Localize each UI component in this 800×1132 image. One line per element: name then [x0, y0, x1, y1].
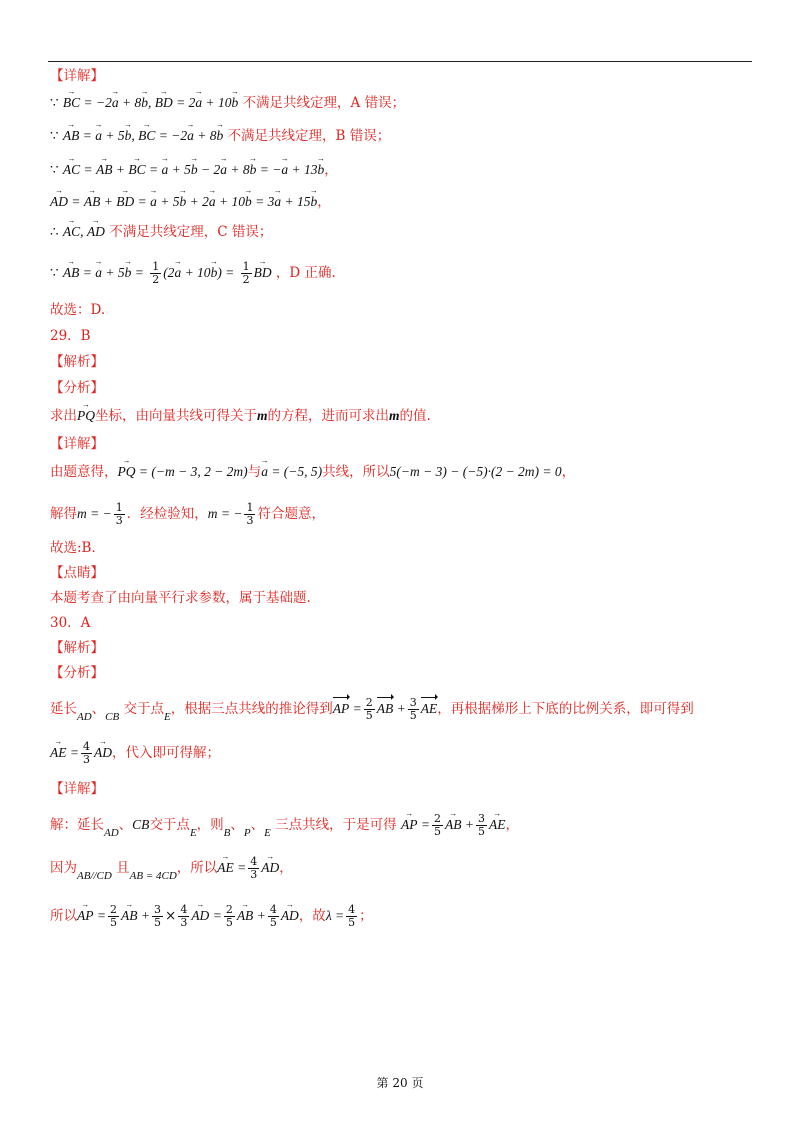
- q30-number: 30．A: [50, 615, 91, 631]
- q29-number: 29．B: [50, 328, 91, 344]
- q30-detail-line-2: 因为$_{AB//CD}$ 且$_{AB = 4CD}$，所以→ AE = $\frac{4}{3}$ → AD，: [50, 856, 293, 881]
- q29-detail-line-2: 解得m = − $\frac{1}{3}$ ．经检验知，m = − $\frac{1}{3}$ 符合题意，: [50, 501, 325, 527]
- q30-detail-line-3: 所以→ AP = $\frac{2}{5}$ → AB + $\frac{3}{5}$ × $\frac{4}{3}$ → AD = $\frac{2}{5}$ → AB + $\frac{4}{5}$ → AD，故λ = $\frac{4}{5}$ ；: [50, 904, 373, 929]
- page-number: 第 20 页: [376, 1076, 424, 1090]
- q30-fenxi-heading: 【分析】: [50, 665, 104, 681]
- q30-detail-heading: 【详解】: [50, 781, 104, 797]
- q29-dianjing-text: 本题考查了由向量平行求参数，属于基础题.: [50, 590, 311, 606]
- q30-detail-line-1: 解：延长$_{AD}$、CB交于点$_E$，则$_B$、$_P$、$_E$ 三点共线，于是可得 → AP = $\frac{2}{5}$ → AB + $\frac{3}{5}$ → AE，: [50, 813, 519, 838]
- q30-fenxi-line-2: → AE = $\frac{4}{3}$ → AD，代入即可得解；: [50, 741, 220, 766]
- q28-line-1: ∵ → BC = −2→ a + 8→ b, → BD = 2→ a + 10→ b 不满足共线定理，A 错误；: [50, 93, 405, 113]
- q30-fenxi-line-1: 延长$_{AD}$、$_{CB}$ 交于点$_E$，根据三点共线的推论得到AP = $\frac{2}{5}$ AB + $\frac{3}{5}$ AE，再根据梯形上下底的比例关系，即可得到: [50, 696, 694, 723]
- q30-analysis-heading: 【解析】: [50, 640, 104, 656]
- q29-analysis-heading: 【解析】: [50, 354, 104, 370]
- q29-detail-heading: 【详解】: [50, 436, 104, 452]
- q29-detail-line-1: 由题意得，→ PQ = (−m − 3, 2 − 2m)与→ a = (−5, 5)共线，所以5(−m − 3) − (−5)·(2 − 2m) = 0，: [50, 462, 575, 482]
- q28-line-5: ∴ → AC, → AD 不满足共线定理，C 错误；: [50, 222, 272, 242]
- q28-line-6: ∵ → AB = → a + 5→ b = $\frac{1}{2}$ (2→ a + 10→ b) = $\frac{1}{2}$ → BD ，D 正确.: [50, 261, 336, 286]
- q28-line-2: ∵ → AB = → a + 5→ b, → BC = −2→ a + 8→ b 不满足共线定理，B 错误；: [50, 126, 390, 146]
- q28-line-3: ∵ → AC = → AB + → BC = → a + 5→ b − 2→ a + 8→ b = −→ a + 13→ b，: [50, 160, 338, 180]
- q29-dianjing-heading: 【点睛】: [50, 565, 104, 581]
- q28-answer: 故选：D.: [50, 302, 106, 318]
- q28-line-4: → AD = → AB + → BD = → a + 5→ b + 2→ a + 10→ b = 3→ a + 15→ b，: [50, 192, 331, 212]
- q29-answer: 故选:B．: [50, 540, 105, 556]
- q29-fenxi-text: 求出→ PQ坐标，由向量共线可得关于m的方程，进而可求出m的值.: [50, 406, 431, 426]
- header-rule: [48, 61, 752, 62]
- q29-fenxi-heading: 【分析】: [50, 380, 104, 396]
- q28-detail-heading: 【详解】: [50, 68, 104, 84]
